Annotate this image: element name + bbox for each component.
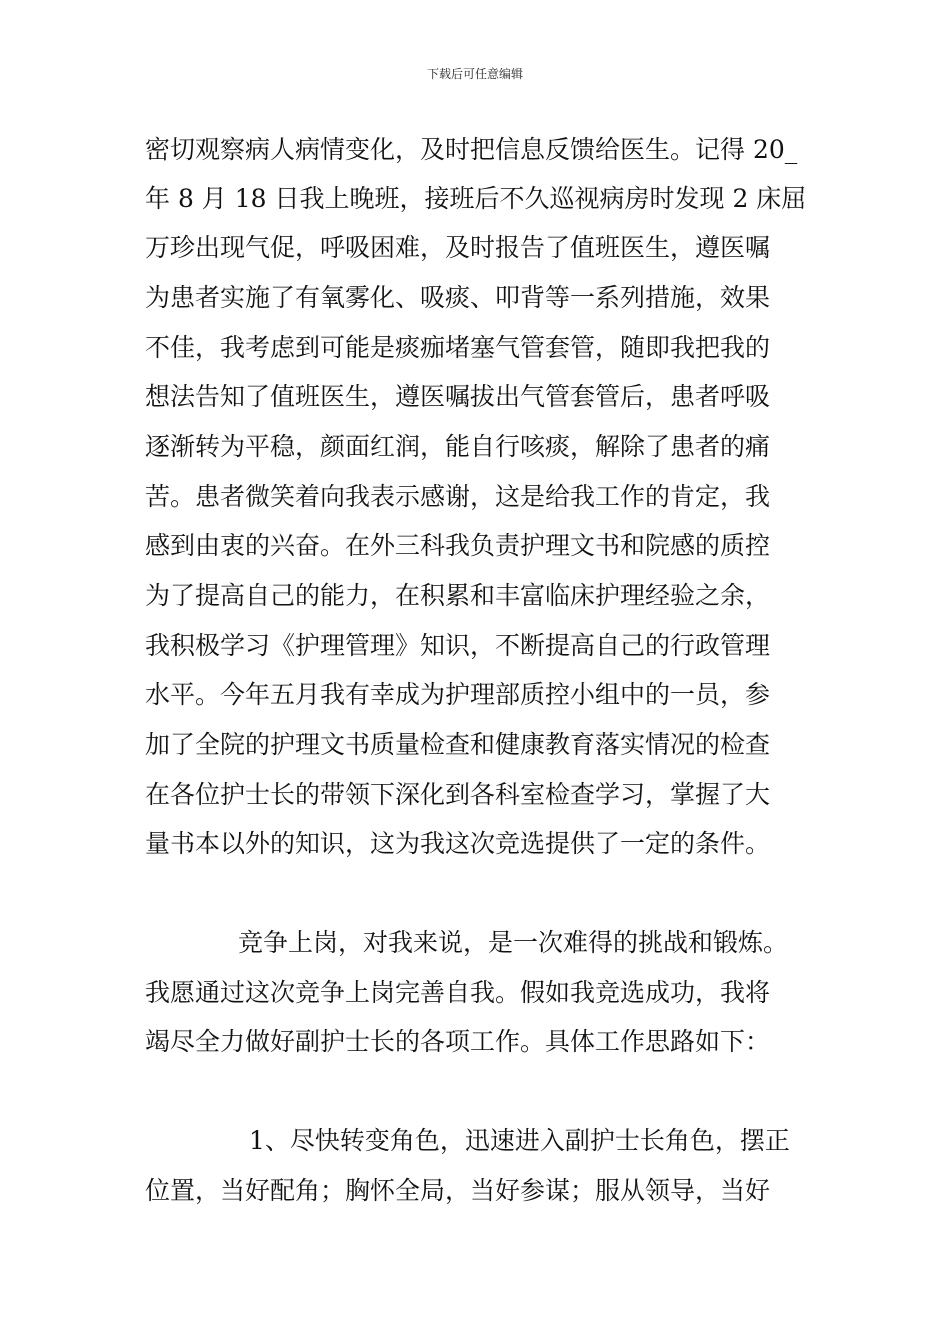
paragraph-3-line-2: 位置，当好配角；胸怀全局，当好参谋；服从领导，当好 [145,1176,771,1205]
paragraph-1-line-4: 为患者实施了有氧雾化、吸痰、叩背等一系列措施，效果 [145,283,771,312]
paragraph-1-line-15: 量书本以外的知识，这为我这次竞选提供了一定的条件。 [145,829,771,858]
paragraph-1-line-2: 年 8 月 18 日我上晚班，接班后不久巡视病房时发现 2 床屈 [145,184,807,213]
paragraph-1-line-10: 为了提高自己的能力，在积累和丰富临床护理经验之余， [145,581,771,610]
paragraph-1-line-9: 感到由衷的兴奋。在外三科我负责护理文书和院感的质控 [145,531,771,560]
paragraph-1-line-5: 不佳，我考虑到可能是痰痂堵塞气管套管，随即我把我的 [145,333,771,362]
paragraph-1-line-3: 万珍出现气促，呼吸困难，及时报告了值班医生，遵医嘱 [145,233,771,262]
paragraph-1-line-8: 苦。患者微笑着向我表示感谢，这是给我工作的肯定，我 [145,482,771,511]
paragraph-1-line-7: 逐渐转为平稳，颜面红润，能自行咳痰，解除了患者的痛 [145,432,771,461]
paragraph-1-line-6: 想法告知了值班医生，遵医嘱拔出气管套管后，患者呼吸 [145,382,771,411]
paragraph-1-line-1: 密切观察病人病情变化，及时把信息反馈给医生。记得 20_ [145,135,798,164]
paragraph-1-line-11: 我积极学习《护理管理》知识，不断提高自己的行政管理 [145,631,771,660]
paragraph-2-line-1: 竞争上岗，对我来说，是一次难得的挑战和锻炼。 [238,928,789,957]
page-header: 下载后可任意编辑 [426,67,523,81]
paragraph-2-line-3: 竭尽全力做好副护士长的各项工作。具体工作思路如下： [145,1027,771,1056]
paragraph-2-line-2: 我愿通过这次竞争上岗完善自我。假如我竞选成功，我将 [145,978,771,1007]
paragraph-3-line-1: 1、尽快转变角色，迅速进入副护士长角色，摆正 [249,1126,790,1155]
paragraph-1-line-14: 在各位护士长的带领下深化到各科室检查学习，掌握了大 [145,780,771,809]
paragraph-1-line-12: 水平。今年五月我有幸成为护理部质控小组中的一员，参 [145,680,771,709]
paragraph-1-line-13: 加了全院的护理文书质量检查和健康教育落实情况的检查 [145,730,771,759]
